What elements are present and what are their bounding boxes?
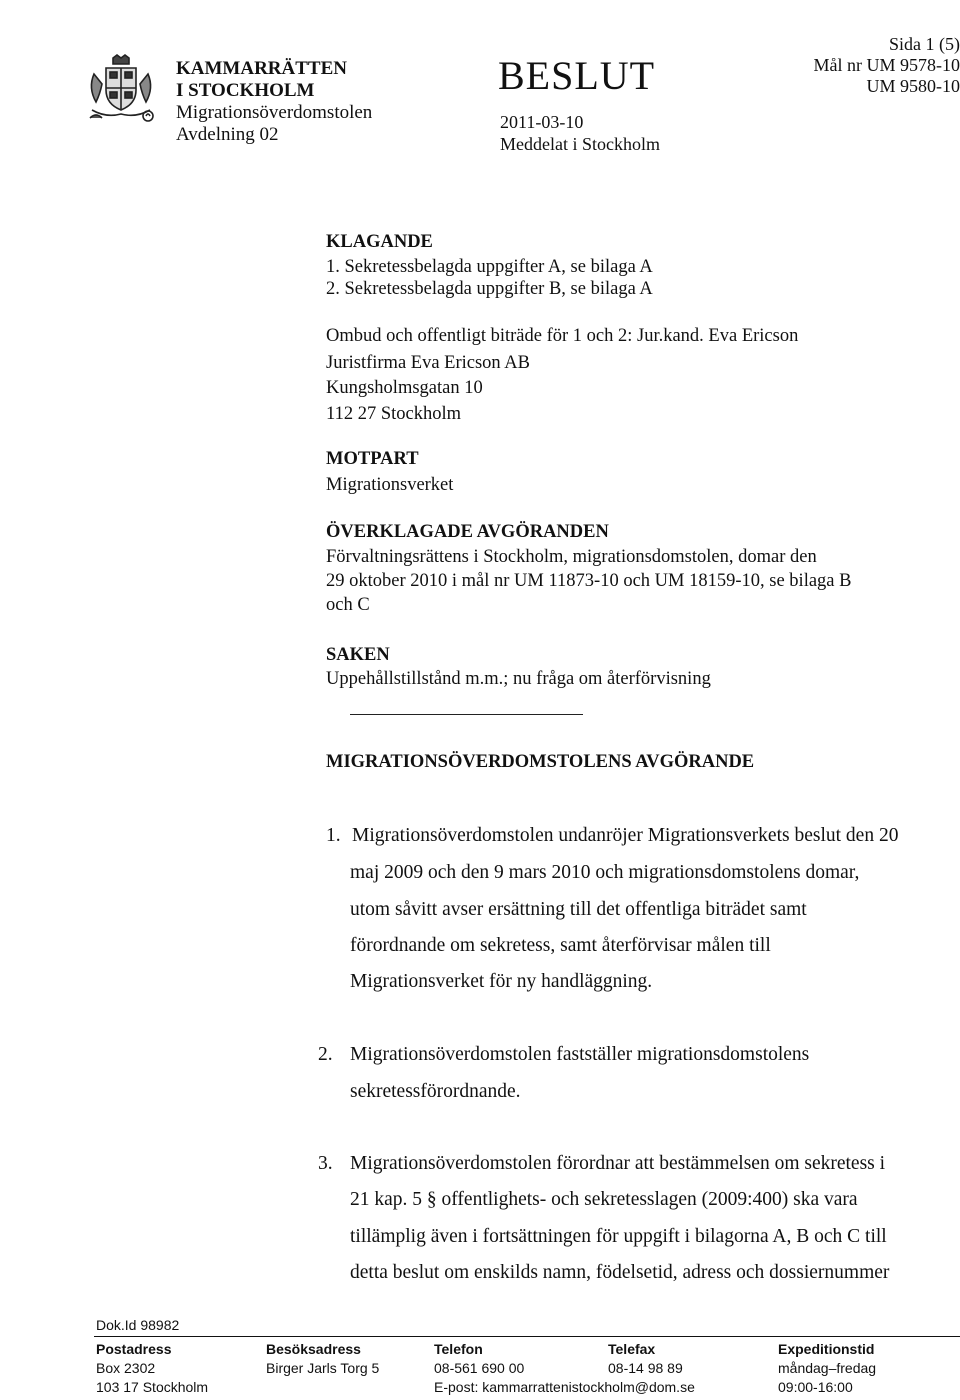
footer-postadress-heading: Postadress: [96, 1341, 172, 1357]
footer-expeditionstid-heading: Expeditionstid: [778, 1341, 875, 1357]
ombud-line-2: Juristfirma Eva Ericson AB: [326, 353, 530, 373]
avgorande-item-3-line: 21 kap. 5 § offentlighets- och sekretesslagen (2009:400) ska vara: [350, 1189, 858, 1210]
section-divider: [350, 714, 583, 715]
footer-expeditionstid-line1: måndag–fredag: [778, 1360, 877, 1376]
page-number: Sida 1 (5): [889, 34, 960, 54]
saken-heading: SAKEN: [326, 645, 390, 665]
footer-telefax-heading: Telefax: [608, 1341, 656, 1357]
court-coat-of-arms-logo: [86, 54, 156, 126]
avgorande-item-3-number: 3.: [318, 1153, 333, 1174]
footer-postadress-line2: 103 17 Stockholm: [96, 1379, 209, 1395]
avgorande-item-1-line: utom såvitt avser ersättning till det offentliga biträdet samt: [350, 899, 807, 920]
overklagade-heading: ÖVERKLAGADE AVGÖRANDEN: [326, 522, 609, 542]
decision-date: 2011-03-10: [500, 112, 584, 132]
case-number-1: Mål nr UM 9578-10: [813, 55, 960, 75]
overklagade-line-3: och C: [326, 595, 370, 615]
footer-telefon-line1: 08-561 690 00: [434, 1360, 525, 1376]
decision-place: Meddelat i Stockholm: [500, 134, 660, 154]
footer-column-besoksadress: [266, 1340, 379, 1378]
avgorande-item-1-line: Migrationsverket för ny handläggning.: [350, 971, 653, 992]
footer-besoksadress-heading: Besöksadress: [266, 1341, 361, 1357]
ombud-line-3: Kungsholmsgatan 10: [326, 378, 483, 398]
motpart-heading: MOTPART: [326, 449, 419, 469]
document-id: Dok.Id 98982: [96, 1317, 180, 1333]
court-department: Avdelning 02: [176, 124, 279, 145]
avgorande-item-2-number: 2.: [318, 1044, 333, 1065]
avgorande-item-2-line: Migrationsöverdomstolen fastställer migrationsdomstolens: [350, 1044, 810, 1065]
court-division: Migrationsöverdomstolen: [176, 102, 373, 123]
document-title: BESLUT: [498, 53, 656, 98]
motpart-value: Migrationsverket: [326, 475, 454, 495]
overklagade-line-1: Förvaltningsrättens i Stockholm, migrationsdomstolen, domar den: [326, 547, 817, 567]
klagande-heading: KLAGANDE: [326, 232, 433, 252]
case-number-2: UM 9580-10: [866, 76, 960, 96]
court-name-line2: I STOCKHOLM: [176, 80, 315, 101]
avgorande-item-3-line: tillämplig även i fortsättningen för uppgift i bilagorna A, B och C till: [350, 1226, 887, 1247]
footer-column-expeditionstid: [778, 1340, 876, 1397]
avgorande-item-1-line: förordnande om sekretess, samt återförvisar målen till: [350, 935, 771, 956]
footer-telefax-line1: 08-14 98 89: [608, 1360, 683, 1376]
klagande-item-1: 1. Sekretessbelagda uppgifter A, se bilaga A: [326, 257, 653, 277]
ombud-line-1: Ombud och offentligt biträde för 1 och 2: Jur.kand. Eva Ericson: [326, 326, 799, 346]
footer-divider: [94, 1336, 960, 1337]
avgorande-heading: MIGRATIONSÖVERDOMSTOLENS AVGÖRANDE: [326, 752, 755, 772]
avgorande-item-1-number: 1.: [326, 825, 341, 846]
footer-telefon-heading: Telefon: [434, 1341, 483, 1357]
avgorande-item-1-line: Migrationsöverdomstolen undanröjer Migrationsverkets beslut den 20: [352, 825, 899, 846]
klagande-item-2: 2. Sekretessbelagda uppgifter B, se bilaga A: [326, 279, 653, 299]
footer-postadress-line1: Box 2302: [96, 1360, 156, 1376]
footer-email: E-post: kammarrattenistockholm@dom.se: [434, 1379, 695, 1395]
avgorande-item-2-line: sekretessförordnande.: [350, 1081, 521, 1102]
avgorande-item-3-line: detta beslut om enskilds namn, födelsetid, adress och dossiernummer: [350, 1262, 890, 1283]
avgorande-item-1-line: maj 2009 och den 9 mars 2010 och migrationsdomstolens domar,: [350, 862, 860, 883]
ombud-line-4: 112 27 Stockholm: [326, 404, 461, 424]
avgorande-item-3-line: Migrationsöverdomstolen förordnar att bestämmelsen om sekretess i: [350, 1153, 886, 1174]
footer-column-telefax: [608, 1340, 683, 1378]
footer-besoksadress-line1: Birger Jarls Torg 5: [266, 1360, 380, 1376]
page-case-info: [814, 34, 960, 97]
court-name-block: [176, 58, 372, 146]
saken-value: Uppehållstillstånd m.m.; nu fråga om återförvisning: [326, 669, 711, 689]
footer-expeditionstid-line2: 09:00-16:00: [778, 1379, 853, 1395]
footer-column-postadress: [96, 1340, 208, 1397]
overklagade-line-2: 29 oktober 2010 i mål nr UM 11873-10 och UM 18159-10, se bilaga B: [326, 571, 852, 591]
court-name-line1: KAMMARRÄTTEN: [176, 58, 347, 79]
